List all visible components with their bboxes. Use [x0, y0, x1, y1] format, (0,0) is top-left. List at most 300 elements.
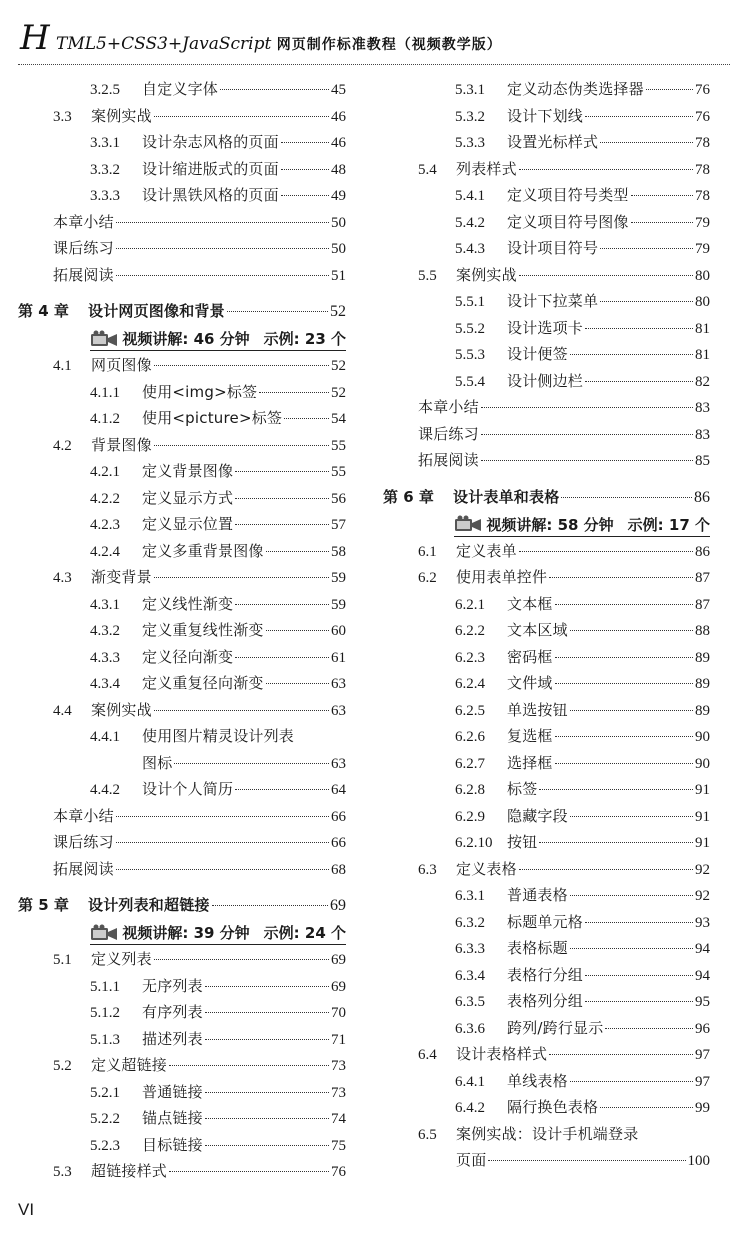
dot-leader: [284, 418, 329, 419]
dot-leader: [561, 497, 692, 498]
toc-entry-title: 设计表格样式: [456, 1045, 548, 1063]
dot-leader: [266, 551, 329, 552]
toc-page-number: 83: [695, 426, 710, 443]
toc-entry-line: [418, 262, 710, 290]
toc-entry-line: [418, 394, 710, 422]
dot-leader: [585, 1001, 693, 1002]
toc-page-number: 95: [695, 994, 710, 1010]
dot-leader: [169, 1171, 329, 1172]
dot-leader: [116, 275, 329, 276]
toc-entry-line: [455, 1094, 710, 1122]
toc-entry-number: 6.3.5: [455, 994, 485, 1010]
toc-page-number: 46: [331, 135, 346, 151]
header-title-latin: TML5+CSS3+JavaScript: [56, 34, 272, 54]
toc-entry-number: 6.2.10: [455, 835, 493, 851]
toc-entry-title: 自定义字体: [142, 80, 219, 98]
toc-left-column: [18, 76, 346, 1185]
toc-entry: [18, 209, 346, 236]
toc-page-number: 70: [331, 1005, 346, 1021]
toc-page-number: 87: [695, 596, 710, 613]
toc-entry-number: 4.3.2: [90, 623, 120, 639]
toc-page-number: 66: [331, 835, 346, 851]
toc-entry: [383, 564, 710, 591]
toc-entry-title: 背景图像: [91, 435, 152, 454]
toc-entry-line: [53, 856, 346, 884]
toc-page-number: 74: [331, 1111, 346, 1127]
toc-entry: [18, 644, 346, 671]
toc-entry-title-cont: 页面: [456, 1151, 487, 1169]
toc-entry-title: 普通表格: [507, 886, 568, 904]
video-duration: 视频讲解: 46 分钟: [122, 330, 250, 348]
toc-entry-number: 5.2.3: [90, 1137, 120, 1154]
toc-entry-title: 拓展阅读: [418, 451, 479, 469]
dot-leader: [519, 169, 693, 170]
toc-entry-number: 6.2.9: [455, 808, 485, 825]
toc-entry-number: 6.2: [418, 570, 437, 586]
toc-page-number: 86: [694, 488, 710, 506]
toc-entry: [383, 882, 710, 909]
toc-entry-number: 5.3.2: [455, 108, 485, 125]
dot-leader: [605, 1028, 693, 1029]
toc-page-number: 75: [331, 1137, 346, 1154]
toc-page-number: 89: [695, 702, 710, 719]
toc-page-number: 79: [695, 241, 710, 257]
toc-entry-number: 6.2.2: [455, 623, 485, 639]
toc-entry-line: [418, 856, 710, 884]
toc-page-number: 46: [331, 108, 346, 125]
toc-entry-title: 定义多重背景图像: [142, 541, 264, 560]
toc-entry-line: [53, 829, 346, 857]
toc-entry-line: [90, 617, 346, 645]
toc-page-number: 94: [695, 941, 710, 957]
toc-page-number: 92: [695, 888, 710, 904]
toc-page-number: 86: [695, 543, 710, 560]
toc-page-number: 79: [695, 214, 710, 231]
dot-leader: [570, 354, 693, 355]
page-number: VI: [18, 1200, 35, 1219]
dot-leader: [154, 577, 329, 578]
toc-entry: [383, 315, 710, 342]
toc-entry-number: 6.5: [418, 1126, 437, 1143]
dot-leader: [585, 922, 693, 923]
toc-entry: [18, 432, 346, 459]
toc-entry-number: 6.2.7: [455, 755, 485, 772]
toc-page-number: 82: [695, 373, 710, 390]
dot-leader: [205, 1118, 329, 1119]
toc-entry: [18, 1132, 346, 1159]
toc-entry-line: [418, 447, 710, 475]
toc-entry-title: 课后练习: [53, 833, 114, 851]
dot-leader: [174, 763, 329, 764]
dot-leader: [266, 683, 329, 684]
dot-leader: [266, 630, 329, 631]
video-examples: 示例: 24 个: [263, 924, 346, 942]
toc-entry-title: 定义重复径向渐变: [142, 674, 264, 692]
toc-entry: [18, 999, 346, 1026]
toc-page-number: 81: [695, 347, 710, 363]
toc-entry-title: 设计便签: [507, 345, 568, 363]
toc-entry-line: [90, 999, 346, 1027]
toc-chapter: [18, 288, 346, 328]
toc-entry-title: 课后练习: [53, 239, 114, 257]
toc-entry-title: 定义背景图像: [142, 462, 234, 480]
toc-entry-title-cont: 图标: [142, 753, 173, 772]
toc-entry-title: 隔行换色表格: [507, 1098, 599, 1116]
dot-leader: [555, 657, 693, 658]
toc-entry-line: [455, 803, 710, 831]
toc-entry: [18, 1026, 346, 1053]
toc-entry-number: 5.3.1: [455, 82, 485, 98]
toc-entry-title: 定义重复线性渐变: [142, 621, 264, 639]
dot-leader: [519, 275, 693, 276]
toc-entry-number: 4.3.4: [90, 676, 120, 692]
toc-entry-line: [53, 564, 346, 592]
toc-entry-line: [455, 670, 710, 698]
toc-entry-line: [90, 538, 346, 566]
toc-entry: [18, 1105, 346, 1132]
dot-leader: [205, 986, 329, 987]
toc-entry: [18, 405, 346, 432]
toc-entry: [383, 129, 710, 156]
toc-entry-number: 5.1: [53, 952, 72, 968]
toc-entry-line: [455, 209, 710, 237]
toc-entry-number: 5.1.2: [90, 1005, 120, 1021]
toc-entry-line: [455, 341, 710, 369]
toc-page-number: 68: [331, 861, 346, 878]
dot-leader: [555, 604, 693, 605]
dot-leader: [259, 392, 329, 393]
toc-entry: [383, 76, 710, 103]
toc-entry-number: 4.1.2: [90, 411, 120, 427]
toc-entry-number: 4.2.1: [90, 464, 120, 480]
toc-entry-number: 4.1.1: [90, 384, 120, 401]
toc-entry: [18, 803, 346, 830]
toc-entry-title: 定义动态伪类选择器: [507, 80, 644, 98]
chapter-title: 设计列表和超链接: [88, 896, 210, 914]
toc-entry-title: 使用<img>标签: [142, 382, 258, 401]
toc-entry-number: 6.1: [418, 543, 437, 560]
toc-chapter: [383, 474, 710, 514]
toc-entry-number: 5.4.3: [455, 241, 485, 257]
dot-leader: [585, 381, 693, 382]
toc-page-number: 97: [695, 1047, 710, 1063]
running-header: [18, 18, 730, 65]
toc-entry: [383, 591, 710, 618]
dot-leader: [519, 551, 693, 552]
header-initial: H: [20, 18, 50, 58]
toc-entry: [18, 129, 346, 156]
toc-entry-number: 5.5.1: [455, 294, 485, 310]
toc-entry-line: [455, 182, 710, 210]
toc-entry: [383, 235, 710, 262]
dot-leader: [585, 116, 693, 117]
toc-entry-number: 4.1: [53, 358, 72, 374]
toc-entry-number: 6.3.3: [455, 941, 485, 957]
toc-entry-number: 5.2.2: [90, 1111, 120, 1127]
toc-page-number: 71: [331, 1031, 346, 1048]
dot-leader: [549, 1054, 693, 1055]
dot-leader: [235, 471, 329, 472]
toc-entry-title: 设计侧边栏: [507, 371, 584, 390]
dot-leader: [646, 89, 693, 90]
toc-page-number: 56: [331, 490, 346, 507]
toc-entry-title: 复选框: [507, 727, 553, 745]
toc-entry-title: 文本区域: [507, 621, 568, 639]
toc-entry-number: 4.2.2: [90, 490, 120, 507]
toc-entry-title: 使用<picture>标签: [142, 409, 283, 427]
dot-leader: [235, 524, 329, 525]
dot-leader: [281, 142, 329, 143]
toc-entry: [383, 856, 710, 883]
dot-leader: [281, 195, 329, 196]
toc-entry: [383, 447, 710, 474]
toc-page-number: 96: [695, 1020, 710, 1037]
toc-entry-number: 6.3.1: [455, 888, 485, 904]
toc-entry: [18, 617, 346, 644]
toc-entry: [383, 103, 710, 130]
toc-page-number: 76: [695, 82, 710, 98]
toc-entry-title: 描述列表: [142, 1029, 203, 1048]
toc-page-number: 64: [331, 782, 346, 798]
toc-entry: [383, 1068, 710, 1095]
toc-entry: [383, 341, 710, 368]
header-title-cn: 网页制作标准教程（视频教学版）: [276, 37, 502, 53]
toc-entry-number: 5.5.2: [455, 320, 485, 337]
dot-leader: [600, 1107, 693, 1108]
toc-entry-number: 3.3.1: [90, 135, 120, 151]
dot-leader: [539, 842, 693, 843]
toc-entry: [383, 182, 710, 209]
toc-entry-second-line: [456, 1147, 710, 1175]
toc-entry-line: [53, 1158, 346, 1186]
toc-entry-title: 设计下划线: [507, 106, 584, 125]
toc-entry-line: [455, 909, 710, 937]
toc-entry: [18, 856, 346, 883]
toc-entry-line: [53, 262, 346, 290]
toc-page-number: 73: [331, 1058, 346, 1074]
toc-entry-number: 5.5.4: [455, 373, 485, 390]
toc-entry: [383, 644, 710, 671]
toc-entry-title: 设计下拉菜单: [507, 292, 599, 310]
toc-entry: [18, 352, 346, 379]
video-camera-icon: [90, 924, 118, 942]
toc-entry-number: 5.2.1: [90, 1084, 120, 1101]
toc-entry-title: 设计个人简历: [142, 780, 234, 798]
toc-page-number: 90: [695, 755, 710, 772]
toc-entry-line: [455, 617, 710, 645]
toc-entry-number: 5.1.3: [90, 1031, 120, 1048]
toc-entry-number: 4.4.1: [90, 729, 120, 745]
dot-leader: [585, 975, 693, 976]
toc-entry-line: [455, 962, 710, 990]
toc-entry-title: 按钮: [507, 833, 538, 851]
toc-entry: [383, 776, 710, 803]
toc-page-number: 50: [331, 214, 346, 231]
dot-leader: [570, 816, 693, 817]
dot-leader: [631, 222, 693, 223]
toc-page-number: 73: [331, 1084, 346, 1101]
toc-entry: [383, 697, 710, 724]
toc-page-number: 91: [695, 835, 710, 851]
toc-entry-title: 案例实战：设计手机端登录: [456, 1124, 639, 1143]
toc-entry-title: 设计黑铁风格的页面: [142, 186, 279, 204]
toc-page-number: 76: [331, 1164, 346, 1180]
toc-entry-line: [90, 76, 346, 104]
toc-entry-number: 4.3.3: [90, 649, 120, 666]
toc-entry-line: [455, 315, 710, 343]
dot-leader: [570, 630, 693, 631]
toc-entry-line: [90, 973, 346, 1001]
toc-page-number: 55: [331, 437, 346, 454]
toc-page-number: 92: [695, 861, 710, 878]
dot-leader: [631, 195, 693, 196]
toc-page-number: 63: [331, 676, 346, 692]
toc-entry: [383, 538, 710, 565]
toc-entry-number: 4.3: [53, 570, 72, 586]
toc-entry-title: 案例实战: [91, 700, 152, 719]
toc-entry-title: 标签: [507, 780, 538, 798]
dot-leader: [570, 710, 693, 711]
toc-page-number: 66: [331, 808, 346, 825]
toc-page-number: 52: [331, 384, 346, 401]
toc-entry-title: 网页图像: [91, 356, 152, 374]
toc-entry-line: [53, 432, 346, 460]
dot-leader: [116, 842, 329, 843]
toc-entry-title: 锚点链接: [142, 1109, 203, 1127]
toc-entry-line: [53, 235, 346, 263]
toc-entry: [18, 182, 346, 209]
toc-entry-title: 定义表单: [456, 541, 517, 560]
toc-entry-line: [53, 352, 346, 380]
toc-entry-title: 文本框: [507, 594, 553, 613]
toc-entry: [18, 103, 346, 130]
toc-entry-number: 5.3: [53, 1164, 72, 1180]
toc-entry-title: 有序列表: [142, 1003, 203, 1021]
dot-leader: [235, 657, 329, 658]
toc-page-number: 49: [331, 188, 346, 204]
toc-entry: [18, 591, 346, 618]
toc-entry: [383, 1121, 710, 1174]
video-examples: 示例: 17 个: [627, 515, 710, 534]
toc-page-number: 97: [695, 1073, 710, 1090]
toc-page-number: 78: [695, 188, 710, 204]
toc-entry-line: [90, 511, 346, 539]
dot-leader: [585, 328, 693, 329]
toc-entry-title: 文件域: [507, 674, 553, 692]
toc-right-column: [383, 76, 710, 1174]
toc-entry: [383, 803, 710, 830]
toc-entry-title: 列表样式: [456, 159, 517, 178]
toc-entry-number: 5.4: [418, 161, 437, 178]
dot-leader: [212, 905, 328, 906]
toc-entry-title: 单线表格: [507, 1071, 568, 1090]
toc-entry-number: 5.4.1: [455, 188, 485, 204]
toc-entry-title: 表格列分组: [507, 992, 584, 1010]
toc-page-number: 61: [331, 649, 346, 666]
toc-entry: [18, 485, 346, 512]
toc-entry-line: [455, 776, 710, 804]
video-duration: 视频讲解: 58 分钟: [486, 515, 614, 534]
toc-entry: [18, 829, 346, 856]
toc-entry-title: 目标链接: [142, 1135, 203, 1154]
toc-entry-title: 设置光标样式: [507, 133, 599, 151]
toc-entry-title: 单选按钮: [507, 700, 568, 719]
toc-entry-number: 3.3.3: [90, 188, 120, 204]
toc-entry-line: [90, 379, 346, 407]
toc-entry: [383, 156, 710, 183]
dot-leader: [205, 1145, 329, 1146]
toc-entry-line: [455, 591, 710, 619]
toc-entry: [18, 538, 346, 565]
toc-entry: [383, 723, 710, 750]
toc-entry-title: 定义项目符号图像: [507, 212, 629, 231]
toc-entry-title: 设计选项卡: [507, 318, 584, 337]
dot-leader: [205, 1092, 329, 1093]
toc-page-number: 94: [695, 967, 710, 984]
toc-page-number: 55: [331, 464, 346, 480]
dot-leader: [600, 301, 693, 302]
toc-entry: [383, 1094, 710, 1121]
toc-entry-title: 使用图片精灵设计列表: [142, 727, 295, 745]
toc-entry-line: [455, 723, 710, 751]
toc-page-number: 99: [695, 1100, 710, 1116]
toc-entry-line: [53, 946, 346, 974]
toc-page-number: 91: [695, 782, 710, 798]
toc-entry-number: 5.4.2: [455, 214, 485, 231]
dot-leader: [481, 434, 693, 435]
toc-entry-line: [455, 235, 710, 263]
toc-chapter: [18, 882, 346, 922]
toc-entry-line: [90, 591, 346, 619]
toc-entry-line: [53, 697, 346, 725]
toc-page-number: 54: [331, 411, 346, 427]
toc-entry-title: 表格标题: [507, 939, 568, 957]
toc-entry: [383, 962, 710, 989]
toc-entry-title: 跨列/跨行显示: [507, 1018, 604, 1037]
toc-entry-title: 隐藏字段: [507, 806, 568, 825]
video-info-line: [90, 328, 346, 351]
toc-entry-line: [455, 644, 710, 672]
toc-entry-line: [53, 103, 346, 131]
toc-entry-number: 5.2: [53, 1058, 72, 1074]
toc-entry-number: 4.3.1: [90, 596, 120, 613]
toc-page-number: 91: [695, 808, 710, 825]
dot-leader: [570, 895, 693, 896]
toc-page-number: 81: [695, 320, 710, 337]
dot-leader: [555, 763, 693, 764]
dot-leader: [549, 577, 693, 578]
toc-entry-number: 6.4.1: [455, 1073, 485, 1090]
toc-entry-line: [90, 182, 346, 210]
toc-page-number: 80: [695, 267, 710, 284]
toc-entry-line: [53, 209, 346, 237]
toc-entry-title: 拓展阅读: [53, 859, 114, 878]
toc-page-number: 59: [331, 596, 346, 613]
toc-entry-title: 定义列表: [91, 950, 152, 968]
toc-entry-line: [90, 644, 346, 672]
toc-entry-number: 6.4: [418, 1047, 437, 1063]
toc-entry-title: 设计杂志风格的页面: [142, 133, 279, 151]
toc-entry: [383, 288, 710, 315]
toc-entry-title: 案例实战: [456, 265, 517, 284]
toc-entry: [18, 379, 346, 406]
toc-entry-line: [455, 76, 710, 104]
toc-entry-title: 超链接样式: [91, 1162, 168, 1180]
dot-leader: [227, 311, 328, 312]
toc-entry-title: 定义表格: [456, 859, 517, 878]
toc-page-number: 50: [331, 241, 346, 257]
toc-entry-number: 4.2.4: [90, 543, 120, 560]
